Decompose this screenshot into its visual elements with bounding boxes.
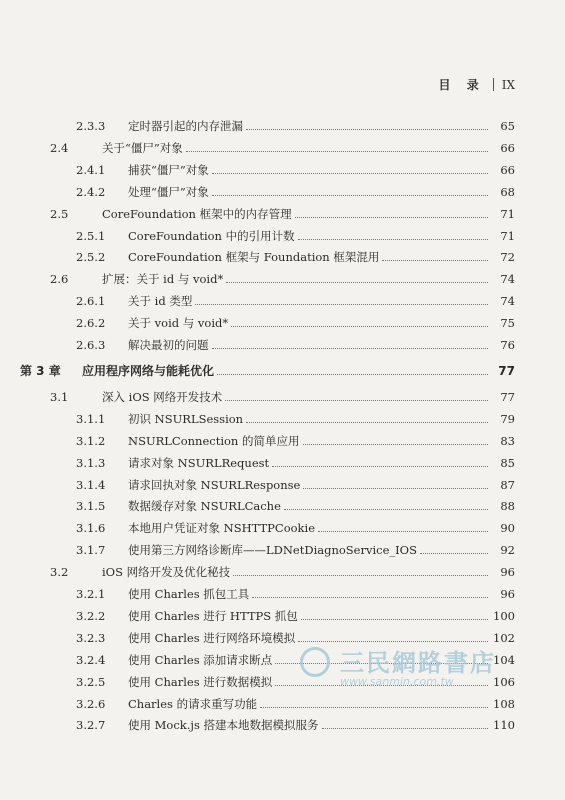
dot-leader	[295, 217, 488, 218]
entry-title: 初识 NSURLSession	[128, 411, 244, 426]
dot-leader	[322, 728, 488, 729]
subsection-entry	[76, 179, 515, 199]
entry-page-number: 66	[500, 162, 515, 177]
entry-number: 3.2.1	[76, 587, 106, 601]
dot-leader	[225, 400, 488, 401]
section-entry	[50, 559, 515, 579]
entry-title: 处理“僵尸”对象	[128, 184, 209, 199]
dot-leader	[284, 509, 488, 510]
entry-title: 扩展：关于 id 与 void*	[102, 272, 224, 287]
entry-title: 解决最初的问题	[128, 338, 209, 352]
entry-number: 3.2	[50, 565, 69, 580]
watermark-url: www.sanmin.com.tw	[340, 675, 454, 688]
entry-title: 应用程序网络与能耗优化	[82, 363, 215, 378]
entry-page-number: 76	[500, 338, 515, 352]
entry-page-number: 83	[500, 433, 515, 448]
entry-number: 2.4.2	[76, 184, 106, 199]
entry-title: 深入 iOS 网络开发技术	[102, 389, 223, 404]
watermark-text: 三民網路書店	[340, 649, 496, 677]
subsection-entry	[76, 515, 515, 535]
dot-leader	[382, 260, 488, 261]
subsection-entry	[76, 472, 515, 492]
dot-leader	[260, 707, 488, 708]
entry-title: NSURLConnection 的简单应用	[128, 433, 300, 448]
entry-page-number: 72	[500, 250, 515, 265]
dot-leader	[303, 488, 488, 489]
entry-page-number: 104	[493, 652, 515, 667]
dot-leader	[212, 195, 488, 196]
entry-title: 捕获“僵尸”对象	[128, 162, 209, 177]
subsection-entry	[76, 288, 515, 308]
entry-page-number: 85	[500, 455, 515, 470]
entry-title: CoreFoundation 框架与 Foundation 框架混用	[128, 250, 380, 265]
subsection-entry	[76, 537, 515, 557]
entry-number: 3.2.5	[76, 674, 106, 689]
subsection-entry	[76, 603, 515, 623]
entry-number: 3.1.4	[76, 477, 106, 492]
entry-number: 2.6.3	[76, 338, 106, 352]
entry-number: 3.1.7	[76, 543, 106, 558]
entry-page-number: 106	[493, 674, 515, 689]
entry-number: 2.4.1	[76, 162, 106, 177]
entry-page-number: 96	[500, 587, 515, 601]
dot-leader	[298, 239, 488, 240]
dot-leader	[226, 282, 488, 283]
entry-page-number: 88	[500, 499, 515, 514]
entry-number: 3.2.7	[76, 718, 106, 733]
subsection-entry	[76, 581, 515, 601]
dot-leader	[303, 444, 489, 445]
dot-leader	[212, 348, 489, 349]
dot-leader	[195, 304, 488, 305]
page-header	[439, 76, 515, 93]
entry-page-number: 96	[500, 565, 515, 580]
dot-leader	[212, 173, 488, 174]
dot-leader	[298, 641, 488, 642]
entry-page-number: 71	[500, 228, 515, 243]
entry-page-number: 71	[500, 206, 515, 221]
entry-title: 关于 id 类型	[128, 294, 193, 309]
dot-leader	[318, 531, 488, 532]
entry-number: 3.1.6	[76, 521, 106, 536]
entry-title: 本地用户凭证对象 NSHTTPCookie	[128, 521, 316, 536]
entry-page-number: 100	[493, 608, 515, 623]
subsection-entry	[76, 625, 515, 645]
entry-page-number: 90	[500, 521, 515, 536]
entry-number: 3.1	[50, 389, 69, 404]
dot-leader	[231, 326, 488, 327]
entry-title: 数据缓存对象 NSURLCache	[128, 499, 281, 514]
entry-title: CoreFoundation 中的引用计数	[128, 228, 295, 243]
entry-number: 2.5.2	[76, 250, 106, 265]
entry-title: 使用 Charles 抓包工具	[128, 587, 250, 601]
dot-leader	[420, 553, 488, 554]
dot-leader	[272, 466, 488, 467]
subsection-entry	[76, 244, 515, 264]
entry-number: 2.5.1	[76, 228, 106, 243]
entry-number: 2.6.1	[76, 294, 106, 309]
dot-leader	[252, 597, 488, 598]
entry-title: iOS 网络开发及优化秘技	[102, 565, 231, 580]
section-entry	[50, 135, 515, 155]
entry-title: 关于 void 与 void*	[128, 316, 229, 331]
entry-number: 2.6.2	[76, 316, 106, 331]
entry-title: 使用第三方网络诊断库——LDNetDiagnoService_IOS	[128, 543, 417, 558]
section-entry	[50, 384, 515, 404]
dot-leader	[301, 619, 488, 620]
entry-page-number: 74	[500, 272, 515, 287]
entry-title: 使用 Charles 进行数据模拟	[128, 674, 273, 689]
entry-number: 3.2.6	[76, 696, 106, 711]
entry-number: 3.1.2	[76, 433, 106, 448]
dot-leader	[186, 151, 488, 152]
entry-title: Charles 的请求重写功能	[128, 696, 258, 711]
header-divider	[493, 78, 494, 91]
entry-page-number: 75	[500, 316, 515, 331]
entry-title: 使用 Charles 进行 HTTPS 抓包	[128, 608, 298, 623]
entry-number: 2.5	[50, 206, 69, 221]
entry-number: 3.2.3	[76, 630, 106, 645]
dot-leader	[233, 575, 488, 576]
entry-page-number: 66	[500, 140, 515, 155]
entry-title: 使用 Mock.js 搭建本地数据模拟服务	[128, 718, 319, 733]
entry-title: 使用 Charles 添加请求断点	[128, 652, 273, 667]
entry-page-number: 108	[493, 696, 515, 711]
entry-page-number: 102	[493, 630, 515, 645]
subsection-entry	[76, 406, 515, 426]
dot-leader	[246, 129, 488, 130]
entry-number: 3.1.3	[76, 455, 106, 470]
entry-page-number: 65	[500, 119, 515, 133]
entry-page-number: 92	[500, 543, 515, 558]
entry-number: 3.2.4	[76, 652, 106, 667]
entry-page-number: 77	[500, 389, 515, 404]
subsection-entry	[76, 157, 515, 177]
subsection-entry	[76, 450, 515, 470]
entry-number: 2.3.3	[76, 119, 106, 133]
bookstore-logo-icon	[300, 647, 330, 677]
header-page-number: IX	[501, 77, 515, 92]
entry-title: 关于“僵尸”对象	[102, 140, 183, 155]
section-entry	[50, 201, 515, 221]
entry-number: 2.6	[50, 272, 69, 287]
entry-number: 第 3 章	[20, 363, 61, 378]
entry-title: 使用 Charles 进行网络环境模拟	[128, 630, 296, 645]
header-title: 目 录	[438, 78, 485, 92]
entry-page-number: 77	[498, 363, 515, 378]
subsection-entry	[76, 223, 515, 243]
entry-page-number: 74	[500, 294, 515, 309]
entry-number: 2.4	[50, 140, 69, 155]
subsection-entry	[76, 113, 515, 133]
entry-page-number: 87	[500, 477, 515, 492]
bookstore-watermark	[300, 643, 500, 695]
chapter-entry	[20, 358, 515, 378]
entry-title: 请求对象 NSURLRequest	[128, 455, 270, 470]
entry-title: CoreFoundation 框架中的内存管理	[102, 206, 292, 221]
entry-title: 定时器引起的内存泄漏	[128, 119, 243, 133]
section-entry	[50, 266, 515, 286]
entry-number: 3.2.2	[76, 608, 106, 623]
subsection-entry	[76, 428, 515, 448]
subsection-entry	[76, 712, 515, 732]
dot-leader	[217, 374, 488, 375]
subsection-entry	[76, 310, 515, 330]
entry-number: 3.1.1	[76, 411, 106, 426]
subsection-entry	[76, 493, 515, 513]
entry-number: 3.1.5	[76, 499, 106, 514]
entry-page-number: 79	[500, 411, 515, 426]
entry-page-number: 110	[493, 718, 515, 733]
entry-page-number: 68	[500, 184, 515, 199]
entry-title: 请求回执对象 NSURLResponse	[128, 477, 301, 492]
subsection-entry	[76, 332, 515, 352]
dot-leader	[246, 422, 488, 423]
